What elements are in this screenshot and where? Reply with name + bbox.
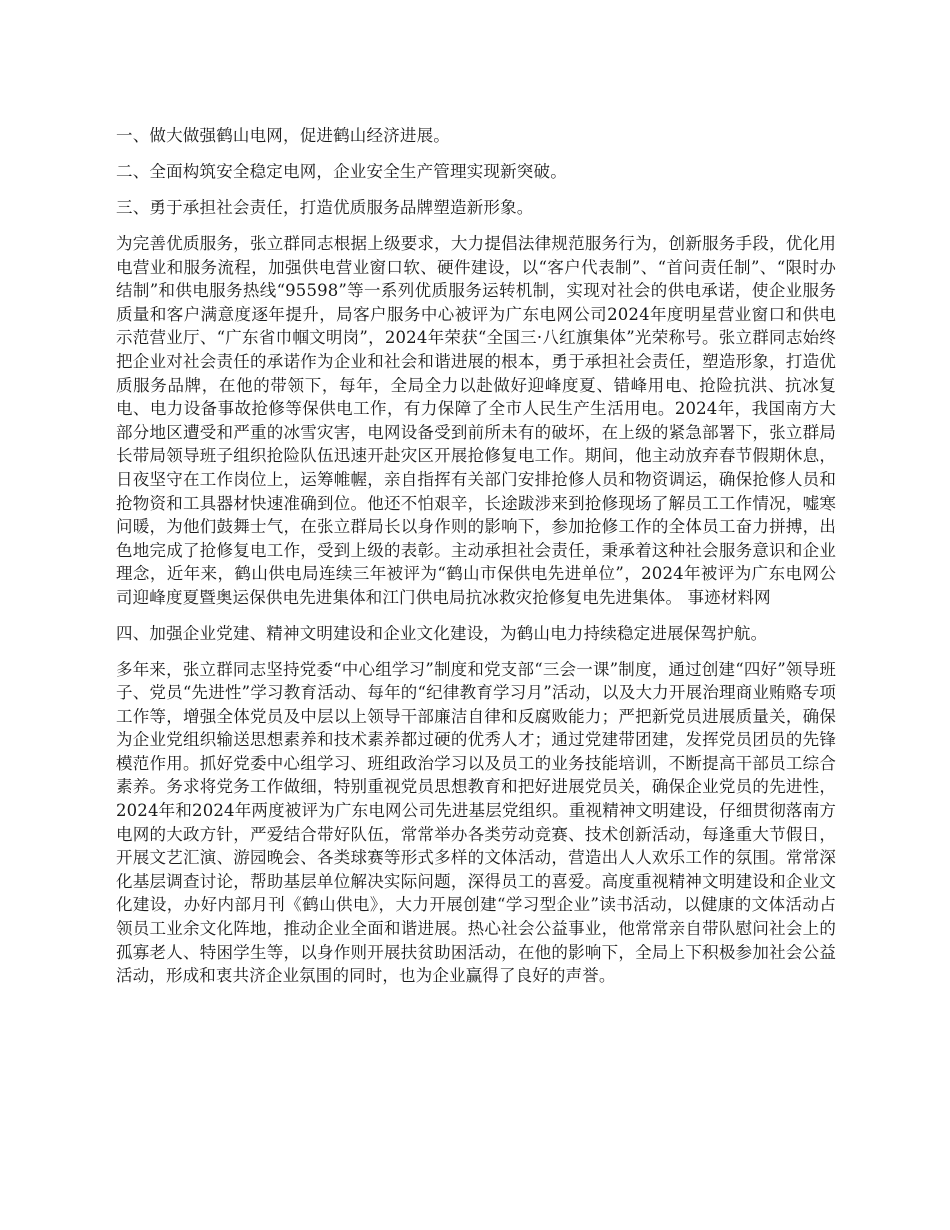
- section-heading-3: 三、勇于承担社会责任，打造优质服务品牌塑造新形象。: [116, 198, 534, 217]
- body-paragraph-1: 为完善优质服务，张立群同志根据上级要求，大力提倡法律规范服务行为，创新服务手段，优化用电营业和服务流程，加强供电营业窗口软、硬件建设，以“客户代表制”、“首问责任制”、“限时办结制”和供电服务热线“95598”等一系列优质服务运转机制，实现对社会的供电承诺，使企业服务质量和客户满意度逐年提升，局客户服务中心被评为广东电网公司2024年度明星营业窗口和供电示范营业厅、“广东省巾帼文明岗”，2024年荣获“全国三·八红旗集体”光荣称号。张立群同志始终把企业对社会责任的承诺作为企业和社会和谐进展的根本，勇于承担社会责任，塑造形象，打造优质服务品牌，在他的带领下，每年，全局全力以赴做好迎峰度夏、错峰用电、抢险抗洪、抗冰复电、电力设备事故抢修等保供电工作，有力保障了全市人民生产生活用电。2024年，我国南方大部分地区遭受和严重的冰雪灾害，电网设备受到前所未有的破坏，在上级的紧急部署下，张立群局长带局领导班子组织抢险队伍迅速开赴灾区开展抢修复电工作。期间，他主动放弃春节假期休息，日夜坚守在工作岗位上，运筹帷幄，亲自指挥有关部门安排抢修人员和物资调运，确保抢修人员和抢物资和工具器材快速准确到位。他还不怕艰辛，长途跋涉来到抢修现场了解员工工作情况，嘘寒问暖，为他们鼓舞士气，在张立群局长以身作则的影响下，参加抢修工作的全体员工奋力拼搏，出色地完成了抢修复电工作，受到上级的表彰。主动承担社会责任，秉承着这种社会服务意识和企业理念，近年来，鹤山供电局连续三年被评为“鹤山市保供电先进单位”，2024年被评为广东电网公司迎峰度夏暨奥运保供电先进集体和江门供电局抗冰救灾抢修复电先进集体。 事迹材料网: [116, 234, 836, 607]
- section-heading-1: 一、做大做强鹤山电网，促进鹤山经济进展。: [116, 126, 450, 145]
- section-heading-4: 四、加强企业党建、精神文明建设和企业文化建设，为鹤山电力持续稳定进展保驾护航。: [116, 623, 768, 643]
- section-heading-2: 二、全面构筑安全稳定电网，企业安全生产管理实现新突破。: [116, 162, 567, 181]
- document-page: [116, 124, 836, 1000]
- body-paragraph-2: 多年来，张立群同志坚持党委“中心组学习”制度和党支部“三会一课”制度，通过创建“四好”领导班子、党员“先进性”学习教育活动、每年的“纪律教育学习月”活动，以及大力开展治理商业贿赂专项工作等，增强全体党员及中层以上领导干部廉洁自律和反腐败能力；严把新党员进展质量关，确保为企业党组织输送思想素养和技术素养都过硬的优秀人才；通过党建带团建，发挥党员团员的先锋模范作用。抓好党委中心组学习、班组政治学习以及员工的业务技能培训，不断提高干部员工综合素养。务求将党务工作做细，特别重视党员思想教育和把好进展党员关，确保企业党员的先进性，2024年和2024年两度被评为广东电网公司先进基层党组织。重视精神文明建设，仔细贯彻落南方电网的大政方针，严爱结合带好队伍，常常举办各类劳动竞赛、技术创新活动，每逢重大节假日，开展文艺汇演、游园晚会、各类球赛等形式多样的文体活动，营造出人人欢乐工作的氛围。常常深化基层调查讨论，帮助基层单位解决实际问题，深得员工的喜爱。高度重视精神文明建设和企业文化建设，办好内部月刊《鹤山供电》，大力开展创建“学习型企业”读书活动，以健康的文体活动占领员工业余文化阵地，推动企业全面和谐进展。热心社会公益事业，他常常亲自带队慰问社会上的孤寡老人、特困学生等，以身作则开展扶贫助困活动，在他的影响下，全局上下积极参加社会公益活动，形成和衷共济企业氛围的同时，也为企业赢得了良好的声誉。: [116, 659, 836, 986]
